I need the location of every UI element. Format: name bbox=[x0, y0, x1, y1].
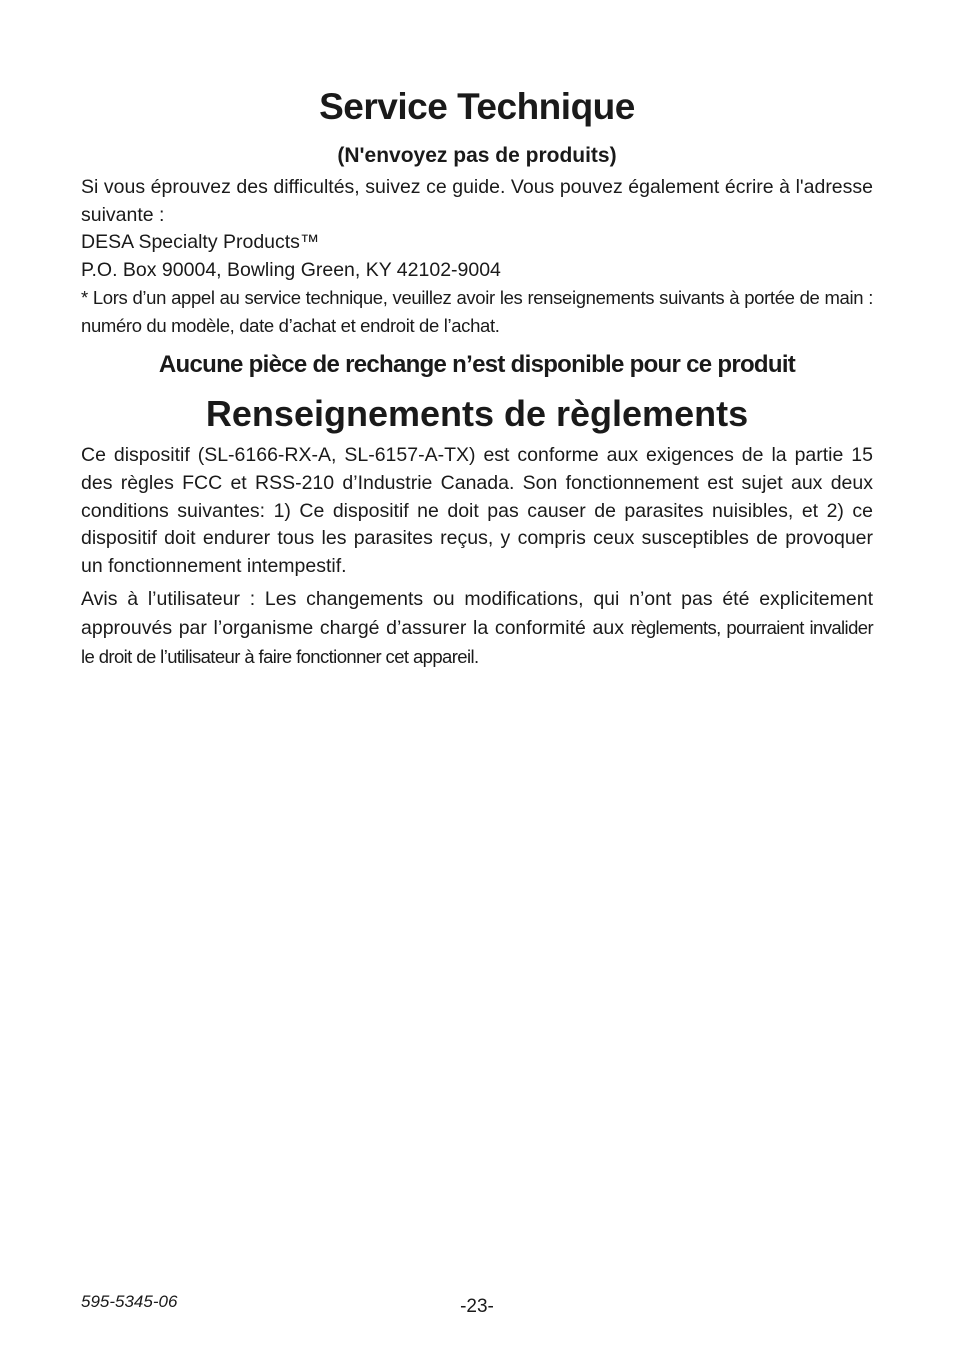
postal-address: P.O. Box 90004, Bowling Green, KY 42102-9004 bbox=[81, 258, 501, 281]
page-number: -23- bbox=[460, 1296, 494, 1317]
service-intro: Si vous éprouvez des difficultés, suivez ce guide. Vous pouvez également écrire à l'adresse suivante : bbox=[81, 176, 873, 226]
regulations-paragraph-2 bbox=[81, 586, 873, 671]
regulations-title: Renseignements de règlements bbox=[205, 393, 749, 434]
service-block bbox=[81, 174, 873, 339]
service-note: * Lors d’un appel au service technique, veuillez avoir les renseignements suivants à portée de main : numéro du modèle, date d’achat et endroit de l’achat. bbox=[81, 287, 873, 336]
service-title: Service Technique bbox=[319, 86, 635, 127]
document-code: 595-5345-06 bbox=[81, 1292, 178, 1311]
regulations-paragraph-2-end: règlements, pourraient invalider le droit de l’utilisateur à faire fonctionner cet appareil. bbox=[81, 616, 874, 667]
company-name: DESA Specialty Products™ bbox=[81, 231, 320, 253]
regulations-block bbox=[81, 442, 873, 676]
no-parts-heading: Aucune pièce de rechange n’est disponible pour ce produit bbox=[158, 351, 796, 378]
regulations-paragraph-2-start: Avis à l’utilisateur : Les changements ou modifications, qui n’ont pas été explicitement approuvés par l’organisme chargé d’assurer la conformité aux bbox=[81, 587, 873, 639]
service-subtitle: (N'envoyez pas de produits) bbox=[337, 144, 617, 167]
regulations-paragraph-1: Ce dispositif (SL-6166-RX-A, SL-6157-A-TX) est conforme aux exigences de la partie 15 des règles FCC et RSS-210 d’Industrie Canada. Son fonctionnement est sujet aux deux conditions suivantes: 1) Ce dispositif ne doit pas causer de parasites nuisibles, et 2) ce dispositif doit endurer tous les parasites reçus, y compris ceux susceptibles de provoquer un fonctionnement intempestif. bbox=[81, 444, 873, 578]
